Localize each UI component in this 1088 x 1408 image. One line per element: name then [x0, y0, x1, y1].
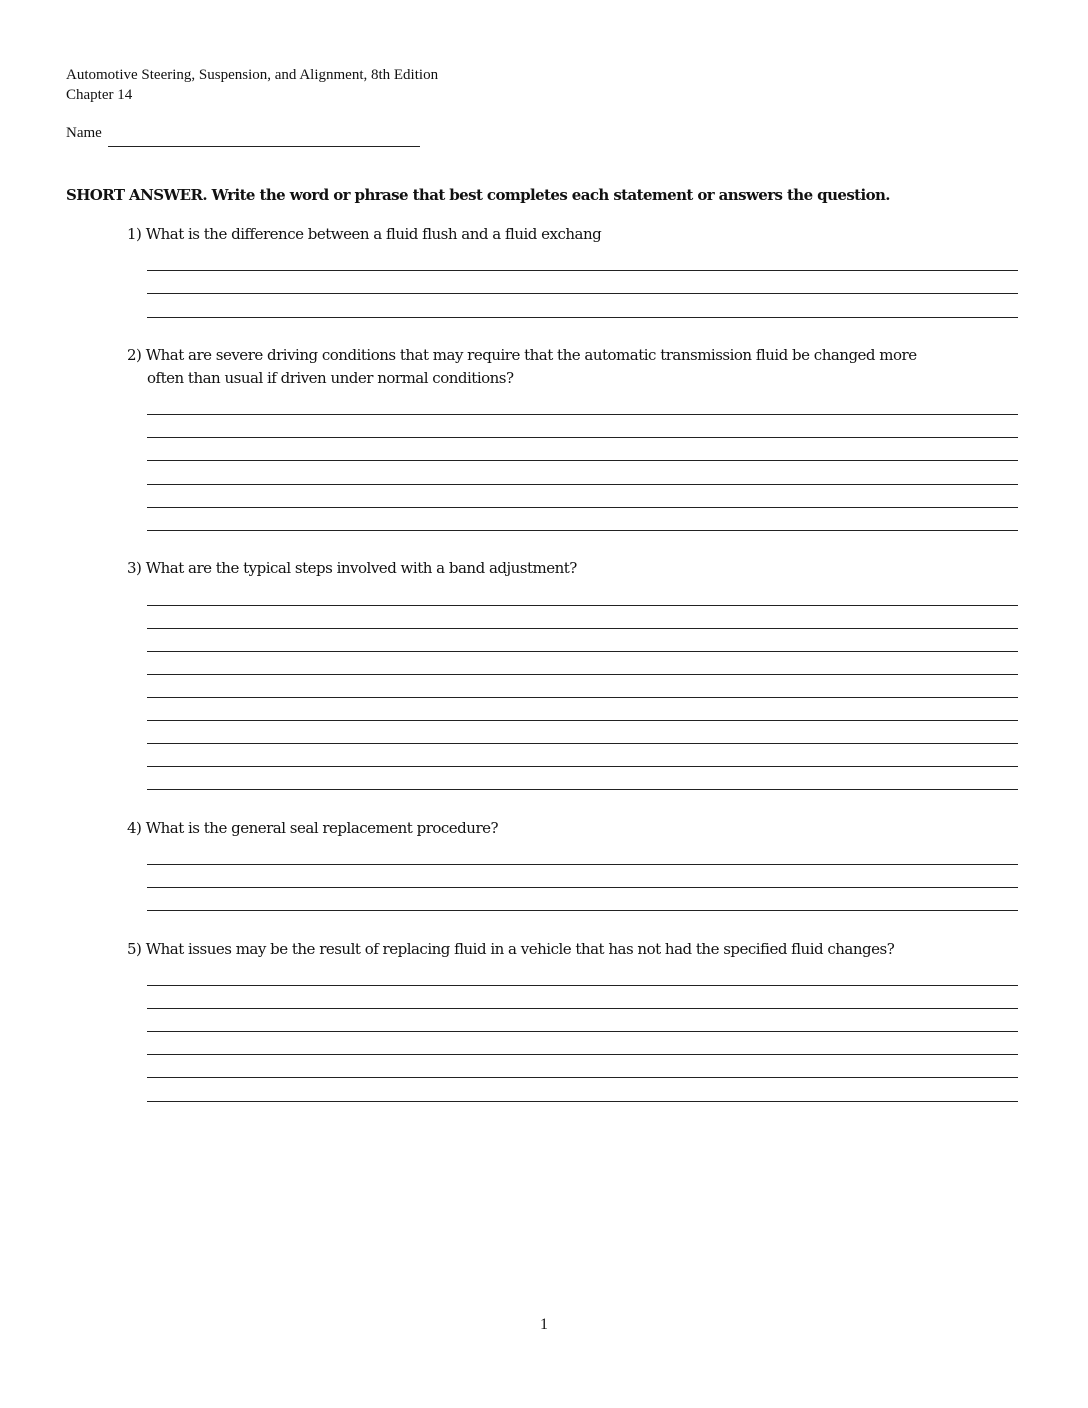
question-4: 4) What is the general seal replacement procedure?: [127, 819, 499, 837]
question-1: 1) What is the difference between a fluid flush and a fluid exchang: [127, 225, 602, 243]
chapter-label: Chapter 14: [66, 87, 133, 103]
book-title: Automotive Steering, Suspension, and Alignment, 8th Edition: [66, 67, 439, 83]
question-5: 5) What issues may be the result of replacing fluid in a vehicle that has not had the specified fluid changes?: [127, 940, 895, 958]
page-number: 1: [540, 1316, 548, 1333]
question-3: 3) What are the typical steps involved with a band adjustment?: [127, 559, 577, 577]
name-label: Name: [66, 125, 102, 141]
question-2-continued: often than usual if driven under normal conditions?: [147, 369, 514, 387]
question-2: 2) What are severe driving conditions that may require that the automatic transmission fluid be changed more: [127, 346, 917, 364]
name-field-line[interactable]: [108, 146, 420, 147]
instructions: SHORT ANSWER. Write the word or phrase that best completes each statement or answers the question.: [66, 186, 890, 204]
